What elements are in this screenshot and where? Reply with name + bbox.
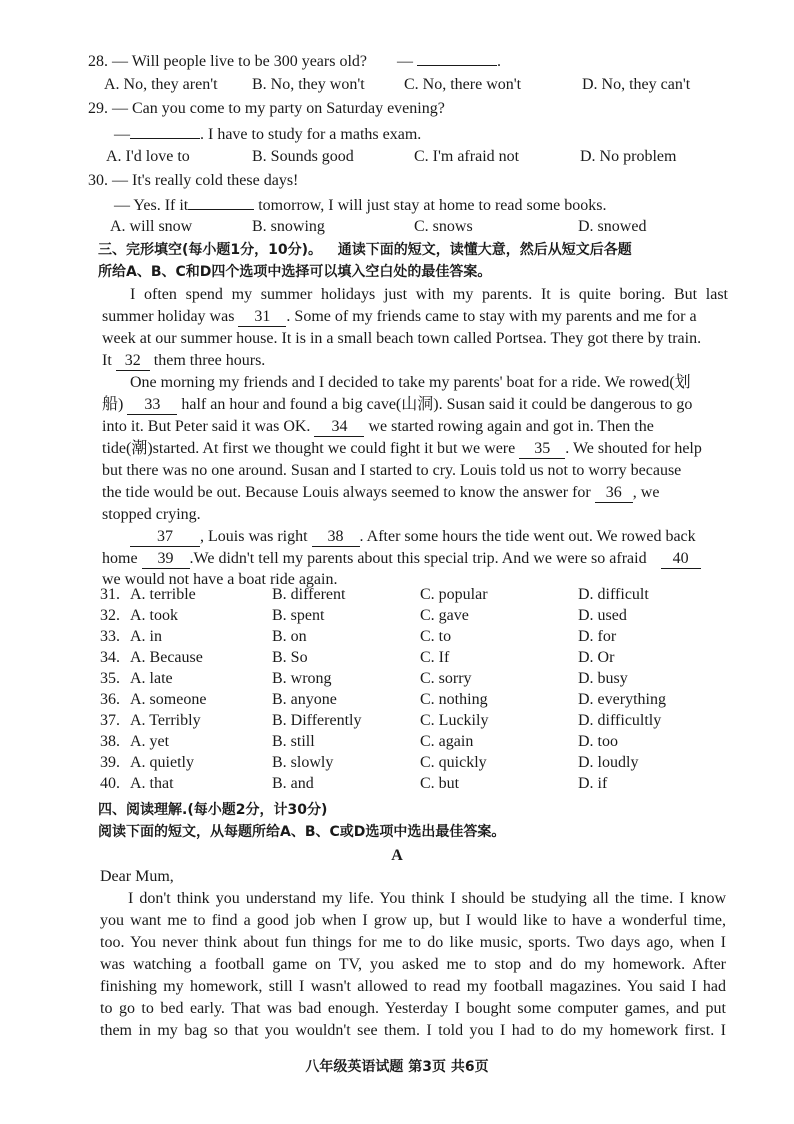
q29-option-b: B. Sounds good [252, 148, 354, 165]
cloze-option: A. that [130, 775, 174, 792]
cloze-option: C. to [420, 628, 452, 645]
passage-line: tide(潮)started. At first we thought we could fight it but we were 35 . We shouted for help [102, 440, 702, 457]
cloze-option: D. difficultly [578, 712, 662, 729]
cloze-question-number: 40. [100, 775, 120, 792]
cloze-option: D. everything [578, 691, 666, 708]
cloze-option: A. Because [130, 649, 203, 666]
section-4-title: 四、阅读理解.(每小题2分，计30分) [98, 802, 328, 818]
answer-blank [130, 123, 200, 139]
cloze-option: A. someone [130, 691, 207, 708]
cloze-option: B. slowly [272, 754, 334, 771]
passage-line: I often spend my summer holidays just with my parents. It is quite boring. But last [130, 286, 728, 303]
cloze-option: C. sorry [420, 670, 472, 687]
cloze-option: A. quietly [130, 754, 194, 771]
cloze-option: C. Luckily [420, 712, 489, 729]
cloze-option: B. anyone [272, 691, 337, 708]
cloze-option: A. took [130, 607, 178, 624]
passage-line: It 32 them three hours. [102, 352, 266, 369]
question-30-text: 30. — It's really cold these days! [88, 172, 299, 189]
cloze-option: C. but [420, 775, 460, 792]
q30-option-a: A. will snow [110, 218, 193, 235]
cloze-option: C. again [420, 733, 474, 750]
cloze-option: C. nothing [420, 691, 488, 708]
cloze-question-number: 36. [100, 691, 120, 708]
letter-salutation: Dear Mum, [100, 868, 174, 885]
passage-line: 37 , Louis was right 38 . After some hours the tide went out. We rowed back [130, 527, 696, 547]
q30-option-d: D. snowed [578, 218, 647, 235]
section-3-title: 三、完形填空(每小题1分，10分)。 [98, 242, 323, 258]
section-3-instruction-line2: 所给A、B、C和D四个选项中选择可以填入空白处的最佳答案。 [98, 264, 492, 280]
cloze-option: A. terrible [130, 586, 196, 603]
passage-line: into it. But Peter said it was OK. 34 we started rowing again and got in. Then the [102, 418, 654, 435]
cloze-question-number: 35. [100, 670, 120, 687]
cloze-option: B. different [272, 586, 346, 603]
q30-option-b: B. snowing [252, 218, 325, 235]
passage-a-label: A [391, 847, 403, 864]
cloze-option: A. Terribly [130, 712, 201, 729]
blank-31: 31 [238, 308, 286, 327]
section-3-instruction: 通读下面的短文，读懂大意，然后从短文后各题 [337, 242, 632, 258]
question-29-text: 29. — Can you come to my party on Saturday evening? [88, 100, 445, 117]
cloze-option: D. difficult [578, 586, 649, 603]
page-footer: 八年级英语试题 第3页 共6页 [305, 1059, 489, 1075]
cloze-option: B. and [272, 775, 314, 792]
blank-32: 32 [116, 352, 150, 371]
q28-option-b: B. No, they won't [252, 76, 365, 93]
letter-line: too. You never think about fun things for me to do like music, sports. Two days ago, when I [100, 934, 726, 951]
cloze-option: C. gave [420, 607, 469, 624]
cloze-option: B. on [272, 628, 307, 645]
letter-line: finishing my homework, still I wasn't allowed to read my football magazines. You said I had [100, 978, 726, 995]
cloze-option: C. quickly [420, 754, 487, 771]
cloze-option: D. too [578, 733, 618, 750]
blank-39: 39 [142, 550, 190, 569]
passage-line: but there was no one around. Susan and I started to cry. Louis told us not to worry because [102, 462, 682, 479]
cloze-option: B. Differently [272, 712, 362, 729]
passage-line: we would not have a boat ride again. [102, 571, 338, 588]
cloze-question-number: 38. [100, 733, 120, 750]
cloze-option: D. Or [578, 649, 615, 666]
section-4-instruction: 阅读下面的短文，从每题所给A、B、C或D选项中选出最佳答案。 [98, 824, 506, 840]
letter-line: was watching a football game on TV, you asked me to stop and do my homework. After [100, 956, 726, 973]
q29-option-d: D. No problem [580, 148, 677, 165]
cloze-question-number: 31. [100, 586, 120, 603]
cloze-option: D. used [578, 607, 627, 624]
cloze-question-number: 33. [100, 628, 120, 645]
letter-line: you want me to find a good job when I grow up, but I would like to have a wonderful time, [100, 912, 726, 929]
passage-line: stopped crying. [102, 506, 201, 523]
passage-line: One morning my friends and I decided to take my parents' boat for a ride. We rowed(划 [130, 374, 691, 391]
question-28-text: 28. — Will people live to be 300 years old? [88, 53, 367, 70]
q28-option-d: D. No, they can't [582, 76, 691, 93]
cloze-option: D. busy [578, 670, 628, 687]
question-28: 28. — Will people live to be 300 years old? — . [88, 50, 501, 72]
cloze-option: B. So [272, 649, 308, 666]
cloze-question-number: 37. [100, 712, 120, 729]
cloze-option: C. If [420, 649, 450, 666]
q29-option-a: A. I'd love to [106, 148, 190, 165]
blank-36: 36 [595, 484, 633, 503]
cloze-option: B. spent [272, 607, 325, 624]
cloze-option: D. if [578, 775, 608, 792]
cloze-option: A. late [130, 670, 173, 687]
passage-line: 船) 33 half an hour and found a big cave(山洞). Susan said it could be dangerous to go [102, 396, 693, 413]
blank-35: 35 [519, 440, 565, 459]
cloze-question-number: 34. [100, 649, 120, 666]
passage-line: summer holiday was 31 . Some of my friends came to stay with my parents and me for a [102, 308, 697, 325]
section-3-heading [98, 240, 632, 260]
q29-option-c: C. I'm afraid not [414, 148, 520, 165]
cloze-option: B. still [272, 733, 315, 750]
question-29-reply: — . I have to study for a maths exam. [114, 123, 421, 145]
blank-33: 33 [127, 396, 177, 415]
cloze-option: A. in [130, 628, 162, 645]
blank-40: 40 [661, 550, 701, 569]
passage-line: week at our summer house. It is in a small beach town called Portsea. They got there by train. [102, 330, 702, 347]
answer-blank [417, 50, 497, 66]
cloze-option: B. wrong [272, 670, 332, 687]
passage-line: the tide would be out. Because Louis always seemed to know the answer for 36 , we [102, 484, 660, 501]
q28-option-a: A. No, they aren't [104, 76, 218, 93]
answer-blank [188, 194, 254, 210]
cloze-question-number: 32. [100, 607, 120, 624]
cloze-option: D. for [578, 628, 617, 645]
question-30-reply: — Yes. If it tomorrow, I will just stay at home to read some books. [114, 194, 606, 216]
cloze-option: C. popular [420, 586, 488, 603]
blank-37: 37 [130, 528, 200, 547]
cloze-option: D. loudly [578, 754, 639, 771]
blank-34: 34 [314, 418, 364, 437]
q28-option-c: C. No, there won't [404, 76, 522, 93]
cloze-question-number: 39. [100, 754, 120, 771]
letter-line: to go to bed early. That was bad enough. Yesterday I bought some computer games, and put [100, 1000, 726, 1017]
letter-line: I don't think you understand my life. You think I should be studying all the time. I know [128, 890, 726, 907]
passage-line: home 39 .We didn't tell my parents about this special trip. And we were so afraid 40 [102, 549, 701, 569]
cloze-option: A. yet [130, 733, 170, 750]
letter-line: them in my bag so that you wouldn't see them. I told you I had to do my homework first. I [100, 1022, 726, 1039]
blank-38: 38 [312, 528, 360, 547]
q30-option-c: C. snows [414, 218, 473, 235]
